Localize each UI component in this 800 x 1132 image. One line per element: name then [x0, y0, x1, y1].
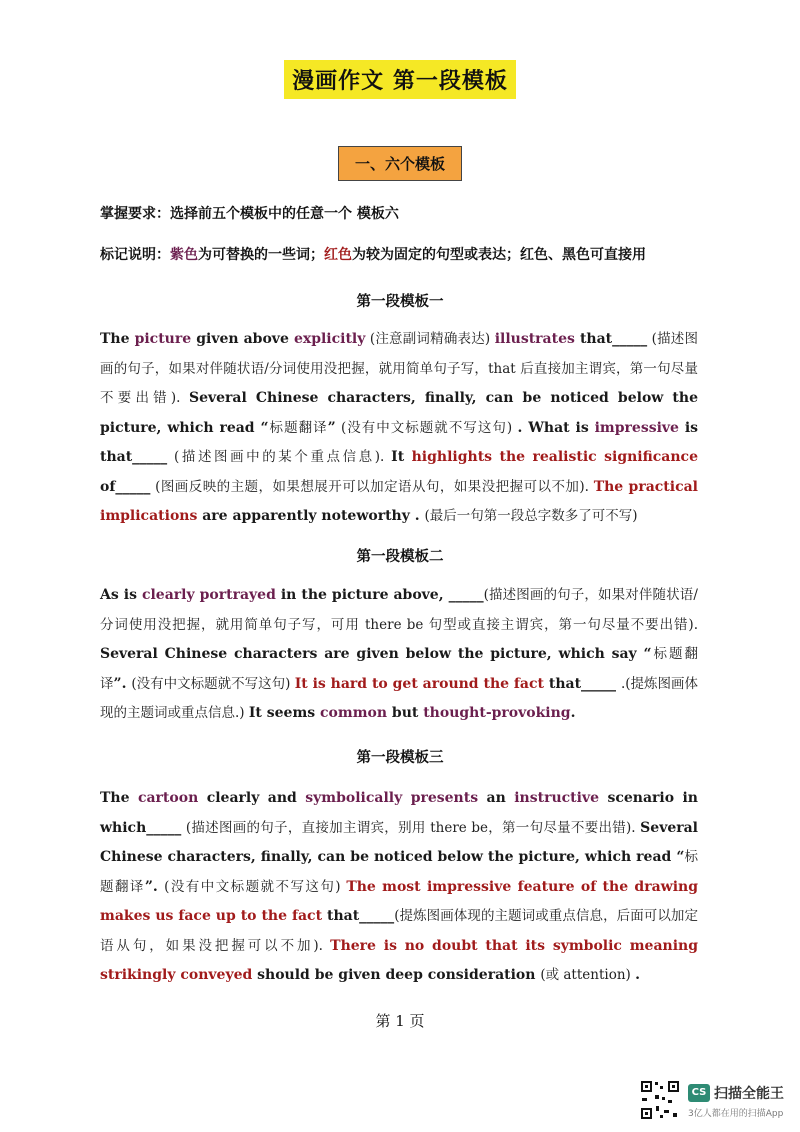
text-run: (没有中文标题就不写这句) [131, 675, 295, 692]
text-run: . [635, 967, 640, 983]
text-run: is that_____ [100, 419, 699, 465]
text-run: that_____ [544, 675, 621, 692]
text-run: symbolically presents [305, 790, 479, 806]
text-run: scenario in which_____ [100, 790, 698, 836]
text-run: illustrates [494, 331, 575, 347]
text-run: highlights the realistic significance [411, 449, 698, 465]
qr-code-icon [640, 1080, 680, 1120]
text-run: 标题翻译 [268, 419, 328, 436]
text-run: 标题翻译 [100, 646, 698, 692]
text-run: clearly and [198, 790, 306, 806]
text-run: ” [327, 419, 336, 436]
text-run: There is no doubt that its symbolic meaning strikingly conveyed [100, 937, 698, 983]
text-run: ”. [144, 878, 165, 895]
text-run: It seems [248, 705, 321, 721]
text-run: It is hard to get around the fact [294, 675, 544, 692]
text-run: but [387, 705, 424, 721]
text-run: As is [100, 587, 142, 603]
text-run: are apparently noteworthy . [197, 508, 425, 524]
legend-red-word: 红色 [324, 247, 352, 263]
text-run: 标题翻译 [100, 849, 699, 895]
text-run: (没有中文标题就不写这句) [164, 878, 347, 895]
text-run: (最后一句第一段总字数多了可不写) [424, 508, 638, 524]
text-run: clearly portrayed [141, 587, 276, 603]
legend-red-text: 为较为固定的句型或表达；红色、黑色可直接用 [352, 247, 646, 263]
page-title: 漫画作文 第一段模板 [284, 60, 516, 99]
text-run: Several Chinese characters, finally, can be noticed below the picture, which read “ [100, 390, 698, 436]
text-run: (或 attention) [540, 967, 636, 983]
text-run: (没有中文标题就不写这句) [335, 419, 518, 436]
text-run: instructive [514, 790, 599, 806]
watermark-tagline: 3亿人都在用的扫描App [688, 1109, 784, 1119]
text-run: The [100, 790, 138, 806]
template-heading-3: 第一段模板三 [356, 750, 444, 766]
legend-purple-text: 为可替换的一些词； [198, 247, 324, 263]
text-run: ”. [113, 675, 132, 692]
text-run: cartoon [137, 790, 199, 806]
text-run: common [320, 705, 388, 721]
template-heading-1: 第一段模板一 [356, 294, 444, 310]
text-run: (提炼图画体现的主题词或重点信息，后面可以加定语从句，如果没把握可以不加). [100, 908, 698, 954]
text-run: (描述图画的句子，直接加主谓宾，别用 there be，第一句尽量不要出错). [181, 819, 641, 836]
text-run: explicitly [293, 331, 366, 347]
text-run: . What is [517, 419, 595, 436]
template-heading-2: 第一段模板二 [356, 549, 444, 565]
text-run: The practical implications [100, 478, 698, 524]
text-run: It [391, 449, 412, 465]
text-run: .(提炼图画体现的主题词或重点信息.) [100, 675, 699, 721]
template-body-1 [100, 325, 698, 532]
legend-line [100, 244, 646, 264]
text-run: given above [191, 331, 294, 347]
text-run: The most impressive feature of the drawing makes us face up to the fact [100, 878, 699, 924]
text-run: that_____ [322, 908, 395, 924]
text-run: (图画反映的主题，如果想展开可以加定语从句，如果没把握可以不加). [150, 478, 594, 495]
text-run: Several Chinese characters are given below the picture, which say “ [100, 646, 652, 662]
text-run: should be given deep consideration [252, 967, 541, 983]
text-run: (描述图画中的某个重点信息). [167, 449, 392, 465]
template-body-2 [100, 581, 698, 729]
text-run: thought-provoking [423, 705, 571, 721]
text-run: an [478, 790, 515, 806]
text-run: in the picture above, _____ [275, 587, 484, 603]
text-run: impressive [594, 419, 679, 436]
text-run: . [570, 705, 576, 721]
camscanner-logo-icon: CS [688, 1084, 710, 1102]
text-run: of_____ [100, 478, 151, 495]
text-run: Several Chinese characters, finally, can be noticed below the picture, which read “ [100, 819, 698, 865]
section-wrap [0, 146, 800, 181]
page-footer: 第 1 页 [375, 1012, 425, 1030]
requirement-line: 掌握要求：选择前五个模板中的任意一个 模板六 [100, 206, 399, 222]
legend-purple-word: 紫色 [170, 247, 198, 263]
text-run: (描述图画的句子，如果对伴随状语/分词使用没把握，就用简单句子写，that 后直接加主谓宾，第一句尽量不要出错). [100, 331, 698, 406]
text-run: The [100, 331, 135, 347]
template-body-3 [100, 784, 698, 991]
title-wrap [0, 60, 800, 99]
text-run: picture [134, 331, 192, 347]
watermark-app-name: 扫描全能王 [714, 1086, 784, 1102]
text-run: that_____ [574, 331, 648, 347]
text-run: (注意副词精确表达) [365, 331, 495, 347]
section-badge: 一、六个模板 [338, 146, 462, 181]
text-run: (描述图画的句子，如果对伴随状语/分词使用没把握，就用简单句子写，可用 there be 句型或直接主谓宾，第一句尽量不要出错). [100, 587, 698, 633]
legend-prefix: 标记说明： [100, 247, 170, 263]
